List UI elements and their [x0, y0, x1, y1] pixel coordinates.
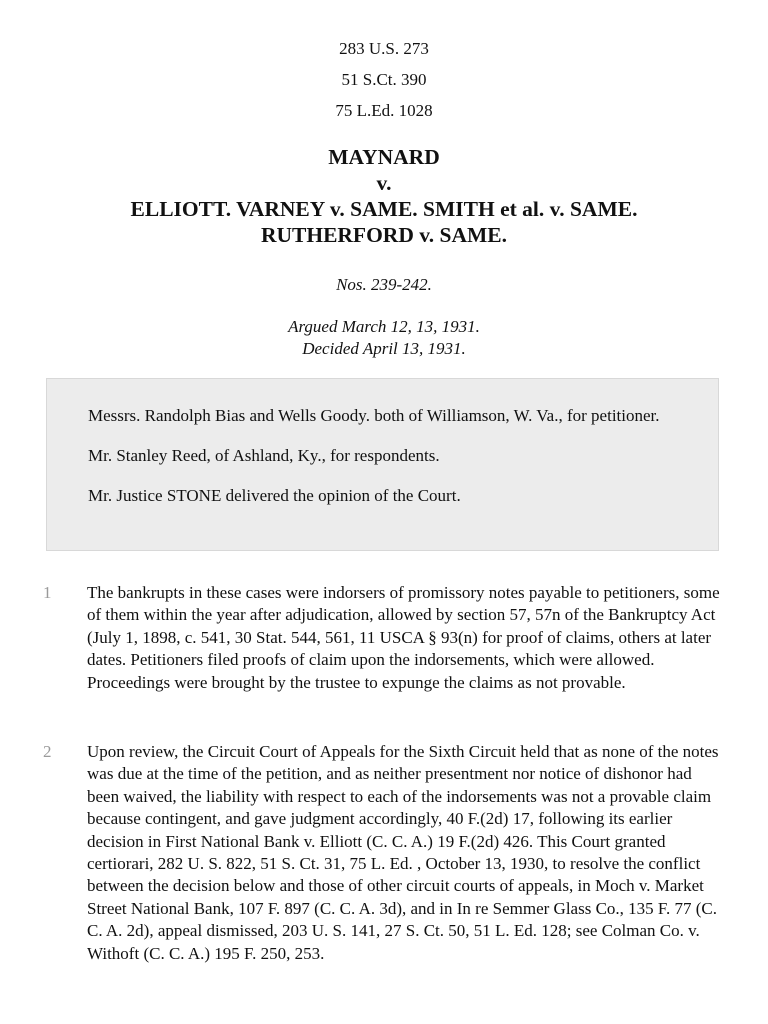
citation-us-reports: 283 U.S. 273 [339, 39, 429, 58]
paragraph-number: 1 [43, 583, 52, 602]
paragraph-number: 2 [43, 742, 52, 761]
citation-block [0, 33, 768, 126]
docket-numbers: Nos. 239-242. [336, 275, 432, 294]
citation-lawyers-edition: 75 L.Ed. 1028 [335, 101, 433, 120]
respondent-counsel: Mr. Stanley Reed, of Ashland, Ky., for respondents. [88, 446, 440, 465]
case-title [0, 144, 768, 248]
paragraph-text: The bankrupts in these cases were indorsers of promissory notes payable to petitioners, some of them within the year after adjudication, allowed by section 57, 57n of the Bankruptcy Act (July 1, 1898, c. 541, 30 Stat. 544, 561, 11 USCA § 93(n) for proof of claims, others at later dates. Petitioners filed proofs of claim upon the indorsements, which were allowed. Proceedings were brought by the trustee to expunge the claims as not provable. [87, 583, 720, 692]
case-title-line: v. [376, 171, 392, 195]
citation-supreme-court-reporter: 51 S.Ct. 390 [341, 70, 427, 89]
paragraph-text: Upon review, the Circuit Court of Appeals for the Sixth Circuit held that as none of the notes was due at the time of the petition, and as neither presentment nor notice of dishonor had been waived, the liability with respect to each of the indorsements was not a provable claim because contingent, and gave judgment accordingly, 40 F.(2d) 17, following its earlier decision in First National Bank v. Elliott (C. C. A.) 19 F.(2d) 426. This Court granted certiorari, 282 U. S. 822, 51 S. Ct. 31, 75 L. Ed. , October 13, 1930, to resolve the conflict between the decision below and those of other circuit courts of appeals, in Moch v. Market Street National Bank, 107 F. 897 (C. C. A. 3d), and in In re Semmer Glass Co., 135 F. 77 (C. C. A. 2d), appeal dismissed, 203 U. S. 141, 27 S. Ct. 50, 51 L. Ed. 128; see Colman Co. v. Withoft (C. C. A.) 195 F. 250, 253. [87, 742, 719, 963]
decided-date: Decided April 13, 1931. [302, 339, 466, 358]
case-title-line: RUTHERFORD v. SAME. [260, 223, 508, 247]
case-title-line: ELLIOTT. VARNEY v. SAME. SMITH et al. v. SAME. [130, 197, 638, 221]
petitioner-counsel: Messrs. Randolph Bias and Wells Goody. both of Williamson, W. Va., for petitioner. [88, 406, 660, 425]
opinion-author: Mr. Justice STONE delivered the opinion of the Court. [88, 486, 461, 505]
case-dates [0, 316, 768, 360]
case-title-line: MAYNARD [328, 145, 440, 169]
counsel-box [46, 378, 719, 551]
argued-date: Argued March 12, 13, 1931. [288, 317, 480, 336]
